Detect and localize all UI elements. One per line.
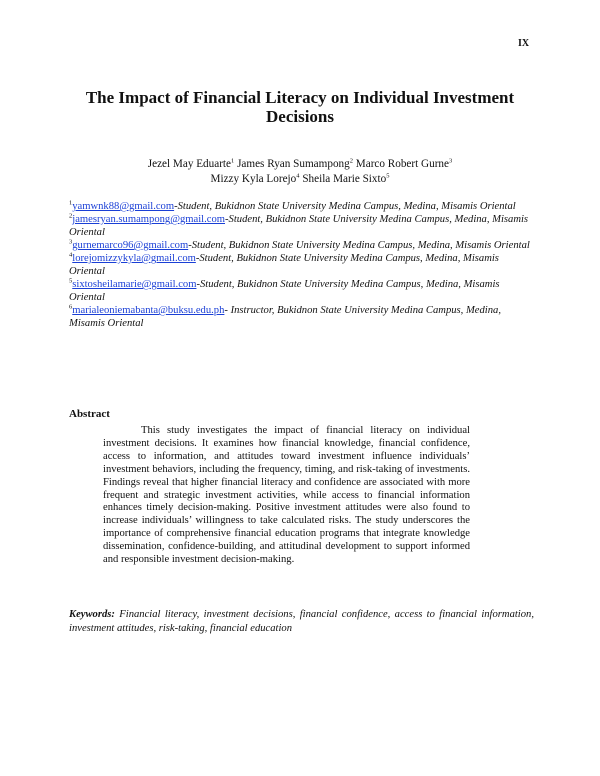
keywords-paragraph — [69, 608, 534, 635]
keywords-label: Keywords: — [69, 609, 115, 620]
author-name: Sheila Marie Sixto — [302, 173, 387, 185]
author-sup: 5 — [386, 172, 390, 180]
author-sup: 4 — [296, 172, 300, 180]
keywords-text: Financial literacy, investment decisions, financial confidence, access to financial information, investment attitudes, risk-taking, financial education — [69, 609, 534, 634]
paper-title: The Impact of Financial Literacy on Individual Investment Decisions — [85, 88, 515, 126]
email-link[interactable]: yamwnk88@gmail.com — [72, 201, 175, 212]
affiliation-sup: 2 — [69, 212, 73, 220]
author-sup: 2 — [349, 157, 353, 165]
author-name: James Ryan Sumampong — [237, 158, 350, 170]
affiliation-item — [69, 252, 534, 278]
affiliation-list — [69, 200, 534, 330]
page-number: IX — [518, 38, 530, 49]
affiliation-text: - Instructor, Bukidnon State University Medina Campus, Medina, Misamis Oriental — [69, 305, 501, 329]
email-link[interactable]: marialeoniemabanta@buksu.edu.ph — [72, 305, 225, 316]
affiliation-item — [69, 200, 534, 213]
author-list — [100, 157, 500, 187]
affiliation-item — [69, 213, 534, 239]
author-sup: 1 — [231, 157, 235, 165]
affiliation-sup: 1 — [69, 199, 73, 207]
email-link[interactable]: jamesryan.sumampong@gmail.com — [72, 214, 225, 225]
affiliation-text: -Student, Bukidnon State University Medina Campus, Medina, Misamis Oriental — [69, 214, 529, 238]
author-name: Jezel May Eduarte — [147, 158, 232, 170]
abstract-heading: Abstract — [69, 408, 110, 420]
email-link[interactable]: sixtosheilamarie@gmail.com — [72, 279, 197, 290]
affiliation-item — [69, 304, 534, 330]
email-link[interactable]: lorejomizzykyla@gmail.com — [72, 253, 196, 264]
affiliation-text: -Student, Bukidnon State University Medina Campus, Medina, Misamis Oriental — [188, 240, 530, 251]
affiliation-item — [69, 239, 534, 252]
email-link[interactable]: gurnemarco96@gmail.com — [72, 240, 189, 251]
author-name: Marco Robert Gurne — [355, 158, 449, 170]
affiliation-text: -Student, Bukidnon State University Medina Campus, Medina, Misamis Oriental — [69, 253, 499, 277]
affiliation-sup: 6 — [69, 303, 73, 311]
author-sup: 3 — [448, 157, 453, 165]
affiliation-item — [69, 278, 534, 304]
author-name: Mizzy Kyla Lorejo — [210, 173, 297, 185]
affiliation-text: -Student, Bukidnon State University Medina Campus, Medina, Misamis Oriental — [174, 201, 516, 212]
abstract-body: This study investigates the impact of financial literacy on individual investment decisions. It examines how financial knowledge, financial confidence, access to information, and attitudes toward investment influence individuals’ investment behaviors, including the frequency, timing, and risk-taking of investments. Findings reveal that higher financial literacy and confidence are associated with more frequent and strategic investment activities, while access to financial information enhances timely decision-making. Positive investment attitudes were also found to increase individuals’ willingness to take calculated risks. The study underscores the importance of comprehensive financial education programs that integrate knowledge dissemination, confidence-building, and attitudinal development to support informed and responsible investment decision-making. — [103, 425, 470, 566]
affiliation-sup: 5 — [69, 277, 73, 285]
affiliation-text: -Student, Bukidnon State University Medina Campus, Medina, Misamis Oriental — [69, 279, 500, 303]
affiliation-sup: 3 — [69, 238, 73, 246]
affiliation-sup: 4 — [69, 251, 73, 259]
